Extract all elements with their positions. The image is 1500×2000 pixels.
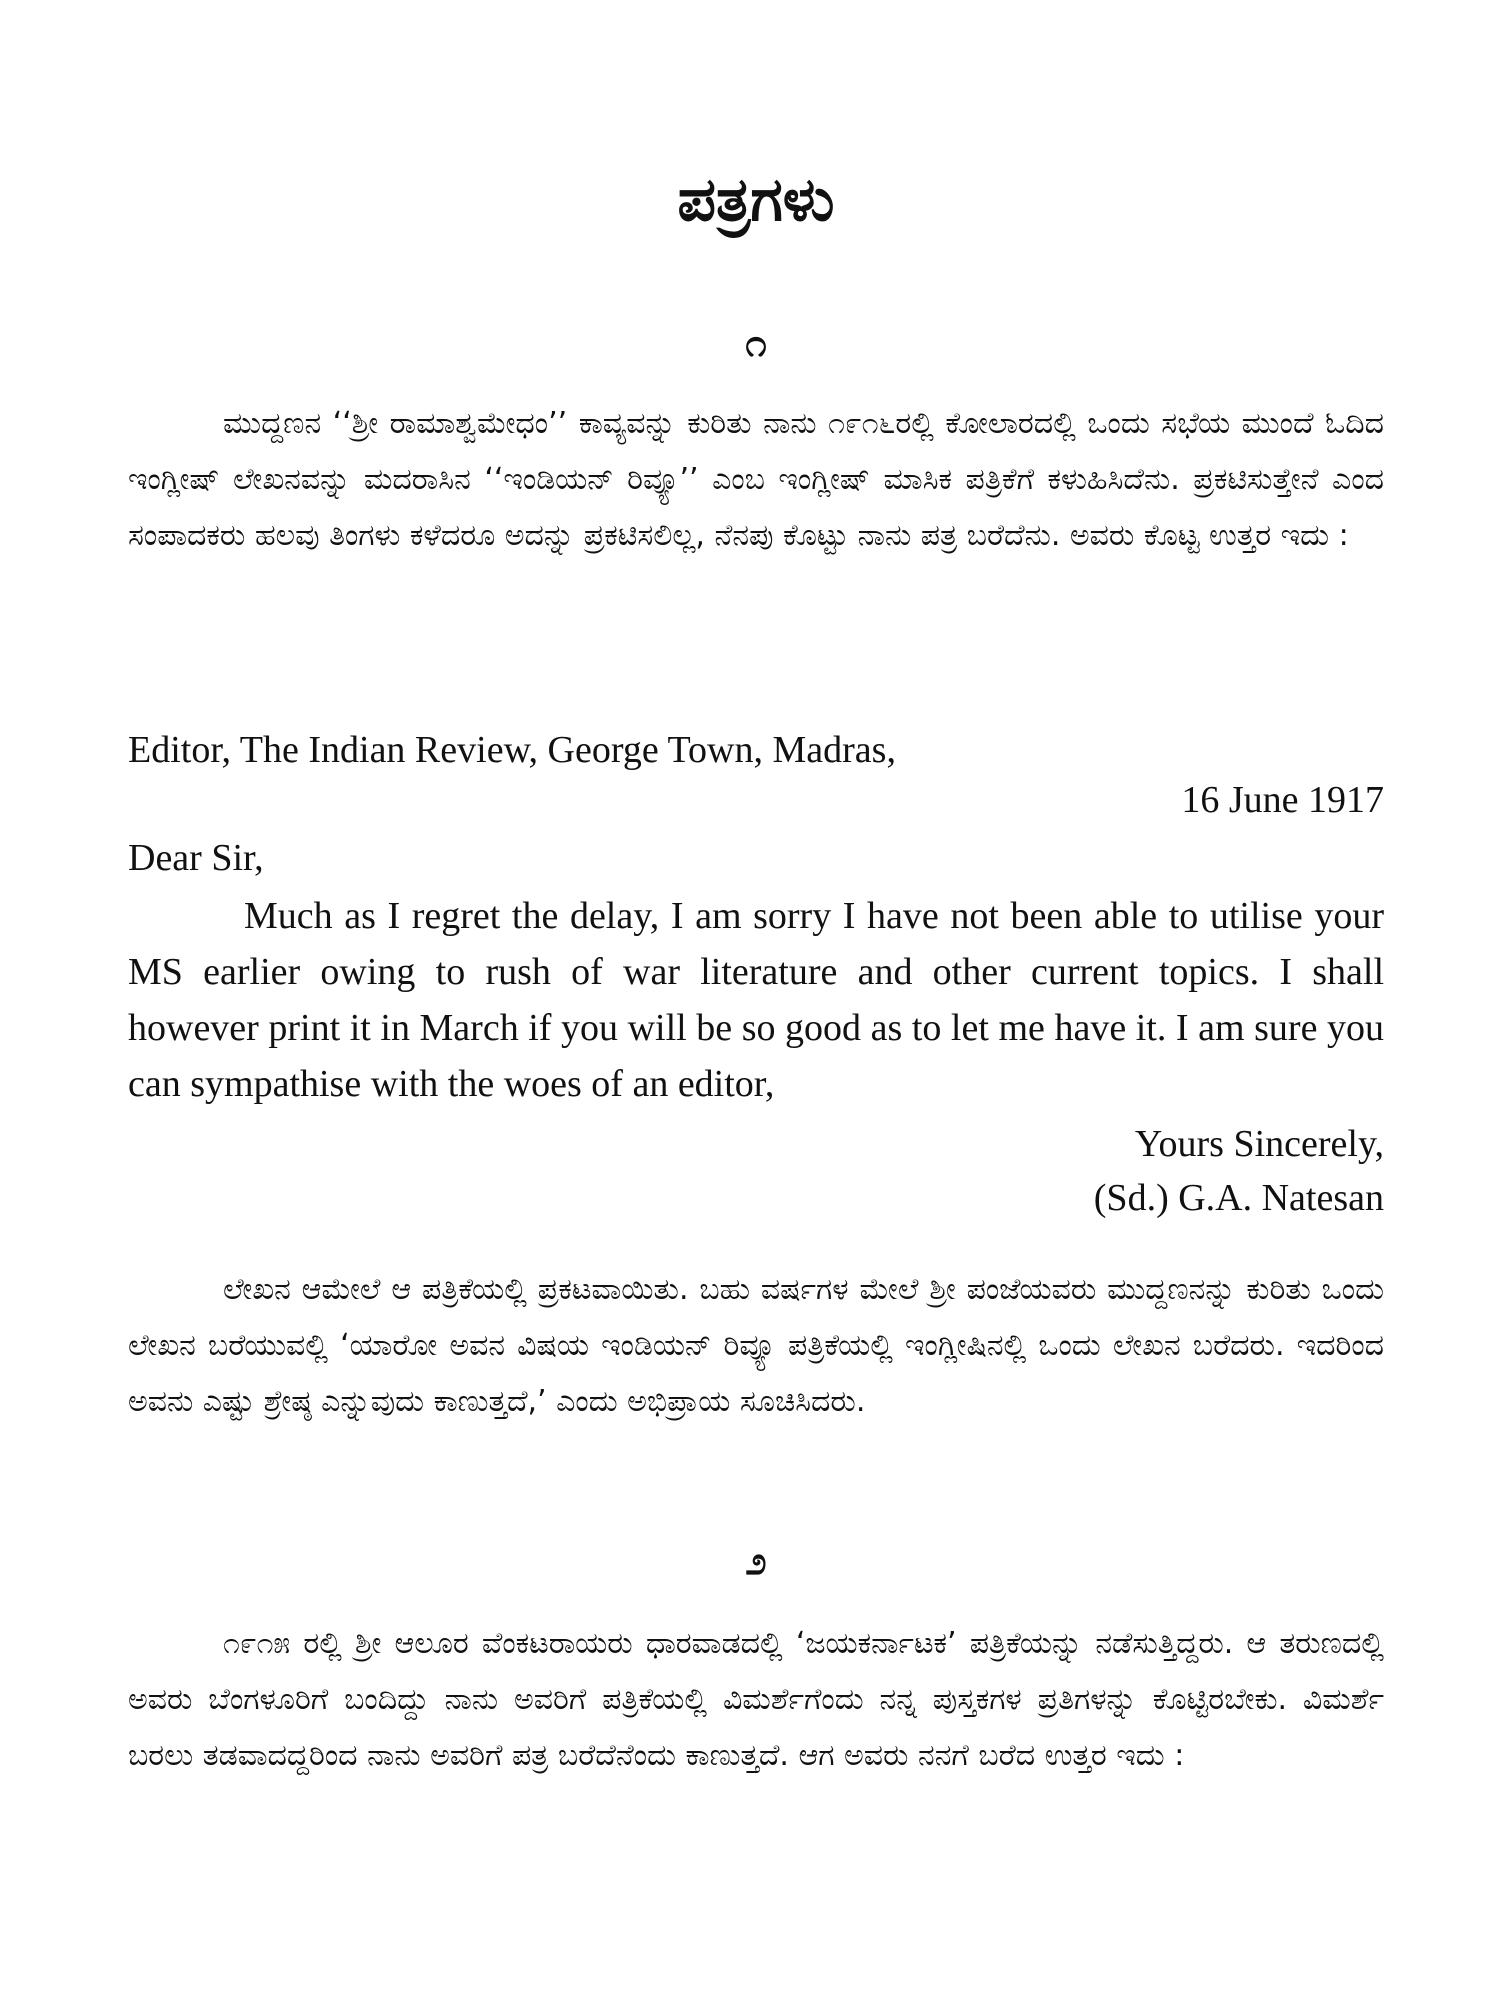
- letter-1-body: Much as I regret the delay, I am sorry I have not been able to utilise your MS earlier owing to rush of war literature and other current topics. I shall however print it in March if you will be so good as to let me have it. I am sure you can sympathise with the woes of an editor,: [128, 895, 1384, 1105]
- section-number-2: ೨: [745, 1539, 767, 1583]
- letter-1-date: 16 June 1917: [1181, 779, 1384, 821]
- book-page: [128, 0, 1384, 2000]
- letter-1-signature: (Sd.) G.A. Natesan: [1093, 1177, 1384, 1219]
- letter-1-closing: Yours Sincerely,: [1134, 1123, 1384, 1165]
- letter-1-address: Editor, The Indian Review, George Town, Madras,: [128, 729, 896, 771]
- section-1-after-paragraph: ಲೇಖನ ಆಮೇಲೆ ಆ ಪತ್ರಿಕೆಯಲ್ಲಿ ಪ್ರಕಟವಾಯಿತು. ಬಹು ವರ್ಷಗಳ ಮೇಲೆ ಶ್ರೀ ಪಂಜೆಯವರು ಮುದ್ದಣನನ್ನು ಕುರಿತು ಒಂದು ಲೇಖನ ಬರೆಯುವಲ್ಲಿ ‘ಯಾರೋ ಅವನ ವಿಷಯ ಇಂಡಿಯನ್ ರಿವ್ಯೂ ಪತ್ರಿಕೆಯಲ್ಲಿ ಇಂಗ್ಲೀಷಿನಲ್ಲಿ ಒಂದು ಲೇಖನ ಬರೆದರು. ಇದರಿಂದ ಅವನು ಎಷ್ಟು ಶ್ರೇಷ್ಠ ಎನ್ನುವುದು ಕಾಣುತ್ತದೆ,’ ಎಂದು ಅಭಿಪ್ರಾಯ ಸೂಚಿಸಿದರು.: [128, 1272, 1384, 1419]
- section-number-1: ೧: [745, 321, 767, 365]
- letter-1-salutation: Dear Sir,: [128, 837, 264, 879]
- section-1-intro-paragraph: ಮುದ್ದಣನ ‘‘ಶ್ರೀ ರಾಮಾಶ್ವಮೇಧಂ’’ ಕಾವ್ಯವನ್ನು ಕುರಿತು ನಾನು ೧೯೧೬ರಲ್ಲಿ ಕೋಲಾರದಲ್ಲಿ ಒಂದು ಸಭೆಯ ಮುಂದೆ ಓದಿದ ಇಂಗ್ಲೀಷ್ ಲೇಖನವನ್ನು ಮದರಾಸಿನ ‘‘ಇಂಡಿಯನ್ ರಿವ್ಯೂ’’ ಎಂಬ ಇಂಗ್ಲೀಷ್ ಮಾಸಿಕ ಪತ್ರಿಕೆಗೆ ಕಳುಹಿಸಿದೆನು. ಪ್ರಕಟಿಸುತ್ತೇನೆ ಎಂದ ಸಂಪಾದಕರು ಹಲವು ತಿಂಗಳು ಕಳೆದರೂ ಅದನ್ನು ಪ್ರಕಟಿಸಲಿಲ್ಲ, ನೆನಪು ಕೊಟ್ಟು ನಾನು ಪತ್ರ ಬರೆದೆನು. ಅವರು ಕೊಟ್ಟ ಉತ್ತರ ಇದು :: [128, 406, 1384, 553]
- page-title: ಪತ್ರಗಳು: [677, 165, 835, 235]
- section-2-intro-paragraph: ೧೯೧೫ ರಲ್ಲಿ ಶ್ರೀ ಆಲೂರ ವೆಂಕಟರಾಯರು ಧಾರವಾಡದಲ್ಲಿ ‘ಜಯಕರ್ನಾಟಕ’ ಪತ್ರಿಕೆಯನ್ನು ನಡೆಸುತ್ತಿದ್ದರು. ಆ ತರುಣದಲ್ಲಿ ಅವರು ಬೆಂಗಳೂರಿಗೆ ಬಂದಿದ್ದು ನಾನು ಅವರಿಗೆ ಪತ್ರಿಕೆಯಲ್ಲಿ ವಿಮರ್ಶೆಗೆಂದು ನನ್ನ ಪುಸ್ತಕಗಳ ಪ್ರತಿಗಳನ್ನು ಕೊಟ್ಟಿರಬೇಕು. ವಿಮರ್ಶೆ ಬರಲು ತಡವಾದದ್ದರಿಂದ ನಾನು ಅವರಿಗೆ ಪತ್ರ ಬರೆದೆನೆಂದು ಕಾಣುತ್ತದೆ. ಆಗ ಅವರು ನನಗೆ ಬರೆದ ಉತ್ತರ ಇದು :: [128, 1626, 1384, 1773]
